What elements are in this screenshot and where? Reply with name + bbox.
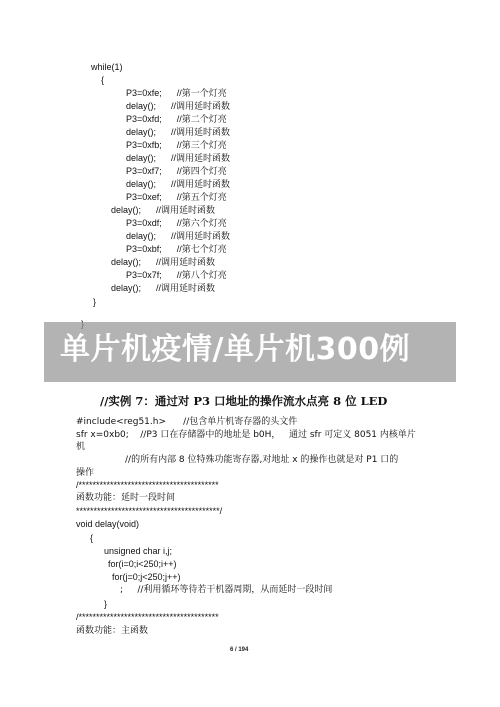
code-line: for(j=0;j<250;j++) xyxy=(112,572,181,582)
code-line: while(1) xyxy=(91,62,123,72)
code-line: { xyxy=(101,75,105,85)
code-line: //的所有内部 8 位特殊功能寄存器,对地址 x 的操作也就是对 P1 口的 xyxy=(125,455,399,465)
code-line: ; //利用循环等待若干机器周期，从而延时一段时间 xyxy=(120,585,333,595)
code-line: P3=0xbf; //第七个灯亮 xyxy=(126,244,227,254)
code-line: 机 xyxy=(76,442,86,452)
page-number: 6 / 194 xyxy=(230,647,249,653)
code-line: unsigned char i,j; xyxy=(104,546,173,556)
code-line: delay(); //调用延时函数 xyxy=(126,127,231,137)
code-line: *****************************************/ xyxy=(76,506,223,516)
code-line: P3=0xfb; //第三个灯亮 xyxy=(126,140,227,150)
banner-title: 单片机疫情/单片机300例 xyxy=(60,332,411,367)
code-line: P3=0xfd; //第二个灯亮 xyxy=(126,114,227,124)
code-line: delay(); //调用延时函数 xyxy=(126,101,231,111)
code-line: delay(); //调用延时函数 xyxy=(111,283,216,293)
code-line: delay(); //调用延时函数 xyxy=(111,257,216,267)
code-line: /**************************************** xyxy=(76,480,219,490)
code-line: P3=0xef; //第五个灯亮 xyxy=(126,192,227,202)
code-line: delay(); //调用延时函数 xyxy=(126,231,231,241)
code-line: for(i=0;i<250;i++) xyxy=(108,559,177,569)
code-line: delay(); //调用延时函数 xyxy=(126,179,231,189)
code-line: } xyxy=(93,297,97,307)
code-line: delay(); //调用延时函数 xyxy=(126,153,231,163)
code-line: P3=0xdf; //第六个灯亮 xyxy=(126,218,227,228)
code-line: } xyxy=(104,599,108,609)
code-line: P3=0x7f; //第八个灯亮 xyxy=(126,270,227,280)
code-line: P3=0xfe; //第一个灯亮 xyxy=(126,88,227,98)
code-line: delay(); //调用延时函数 xyxy=(111,205,216,215)
code-line: void delay(void) xyxy=(76,519,140,529)
code-line: P3=0xf7; //第四个灯亮 xyxy=(126,166,227,176)
example-heading: //实例 7：通过对 P3 口地址的操作流水点亮 8 位 LED xyxy=(100,394,388,408)
code-line: sfr x=0xb0; //P3 口在存储器中的地址是 b0H， 通过 sfr 可定义 8051 内核单片 xyxy=(76,430,416,440)
code-line: { xyxy=(90,533,94,543)
code-line: 函数功能：主函数 xyxy=(76,626,149,636)
code-line: #include<reg51.h> //包含单片机寄存器的头文件 xyxy=(76,417,298,427)
code-line: /**************************************** xyxy=(76,612,219,622)
code-line: 操作 xyxy=(76,468,95,478)
code-line: 函数功能：延时一段时间 xyxy=(76,493,176,503)
